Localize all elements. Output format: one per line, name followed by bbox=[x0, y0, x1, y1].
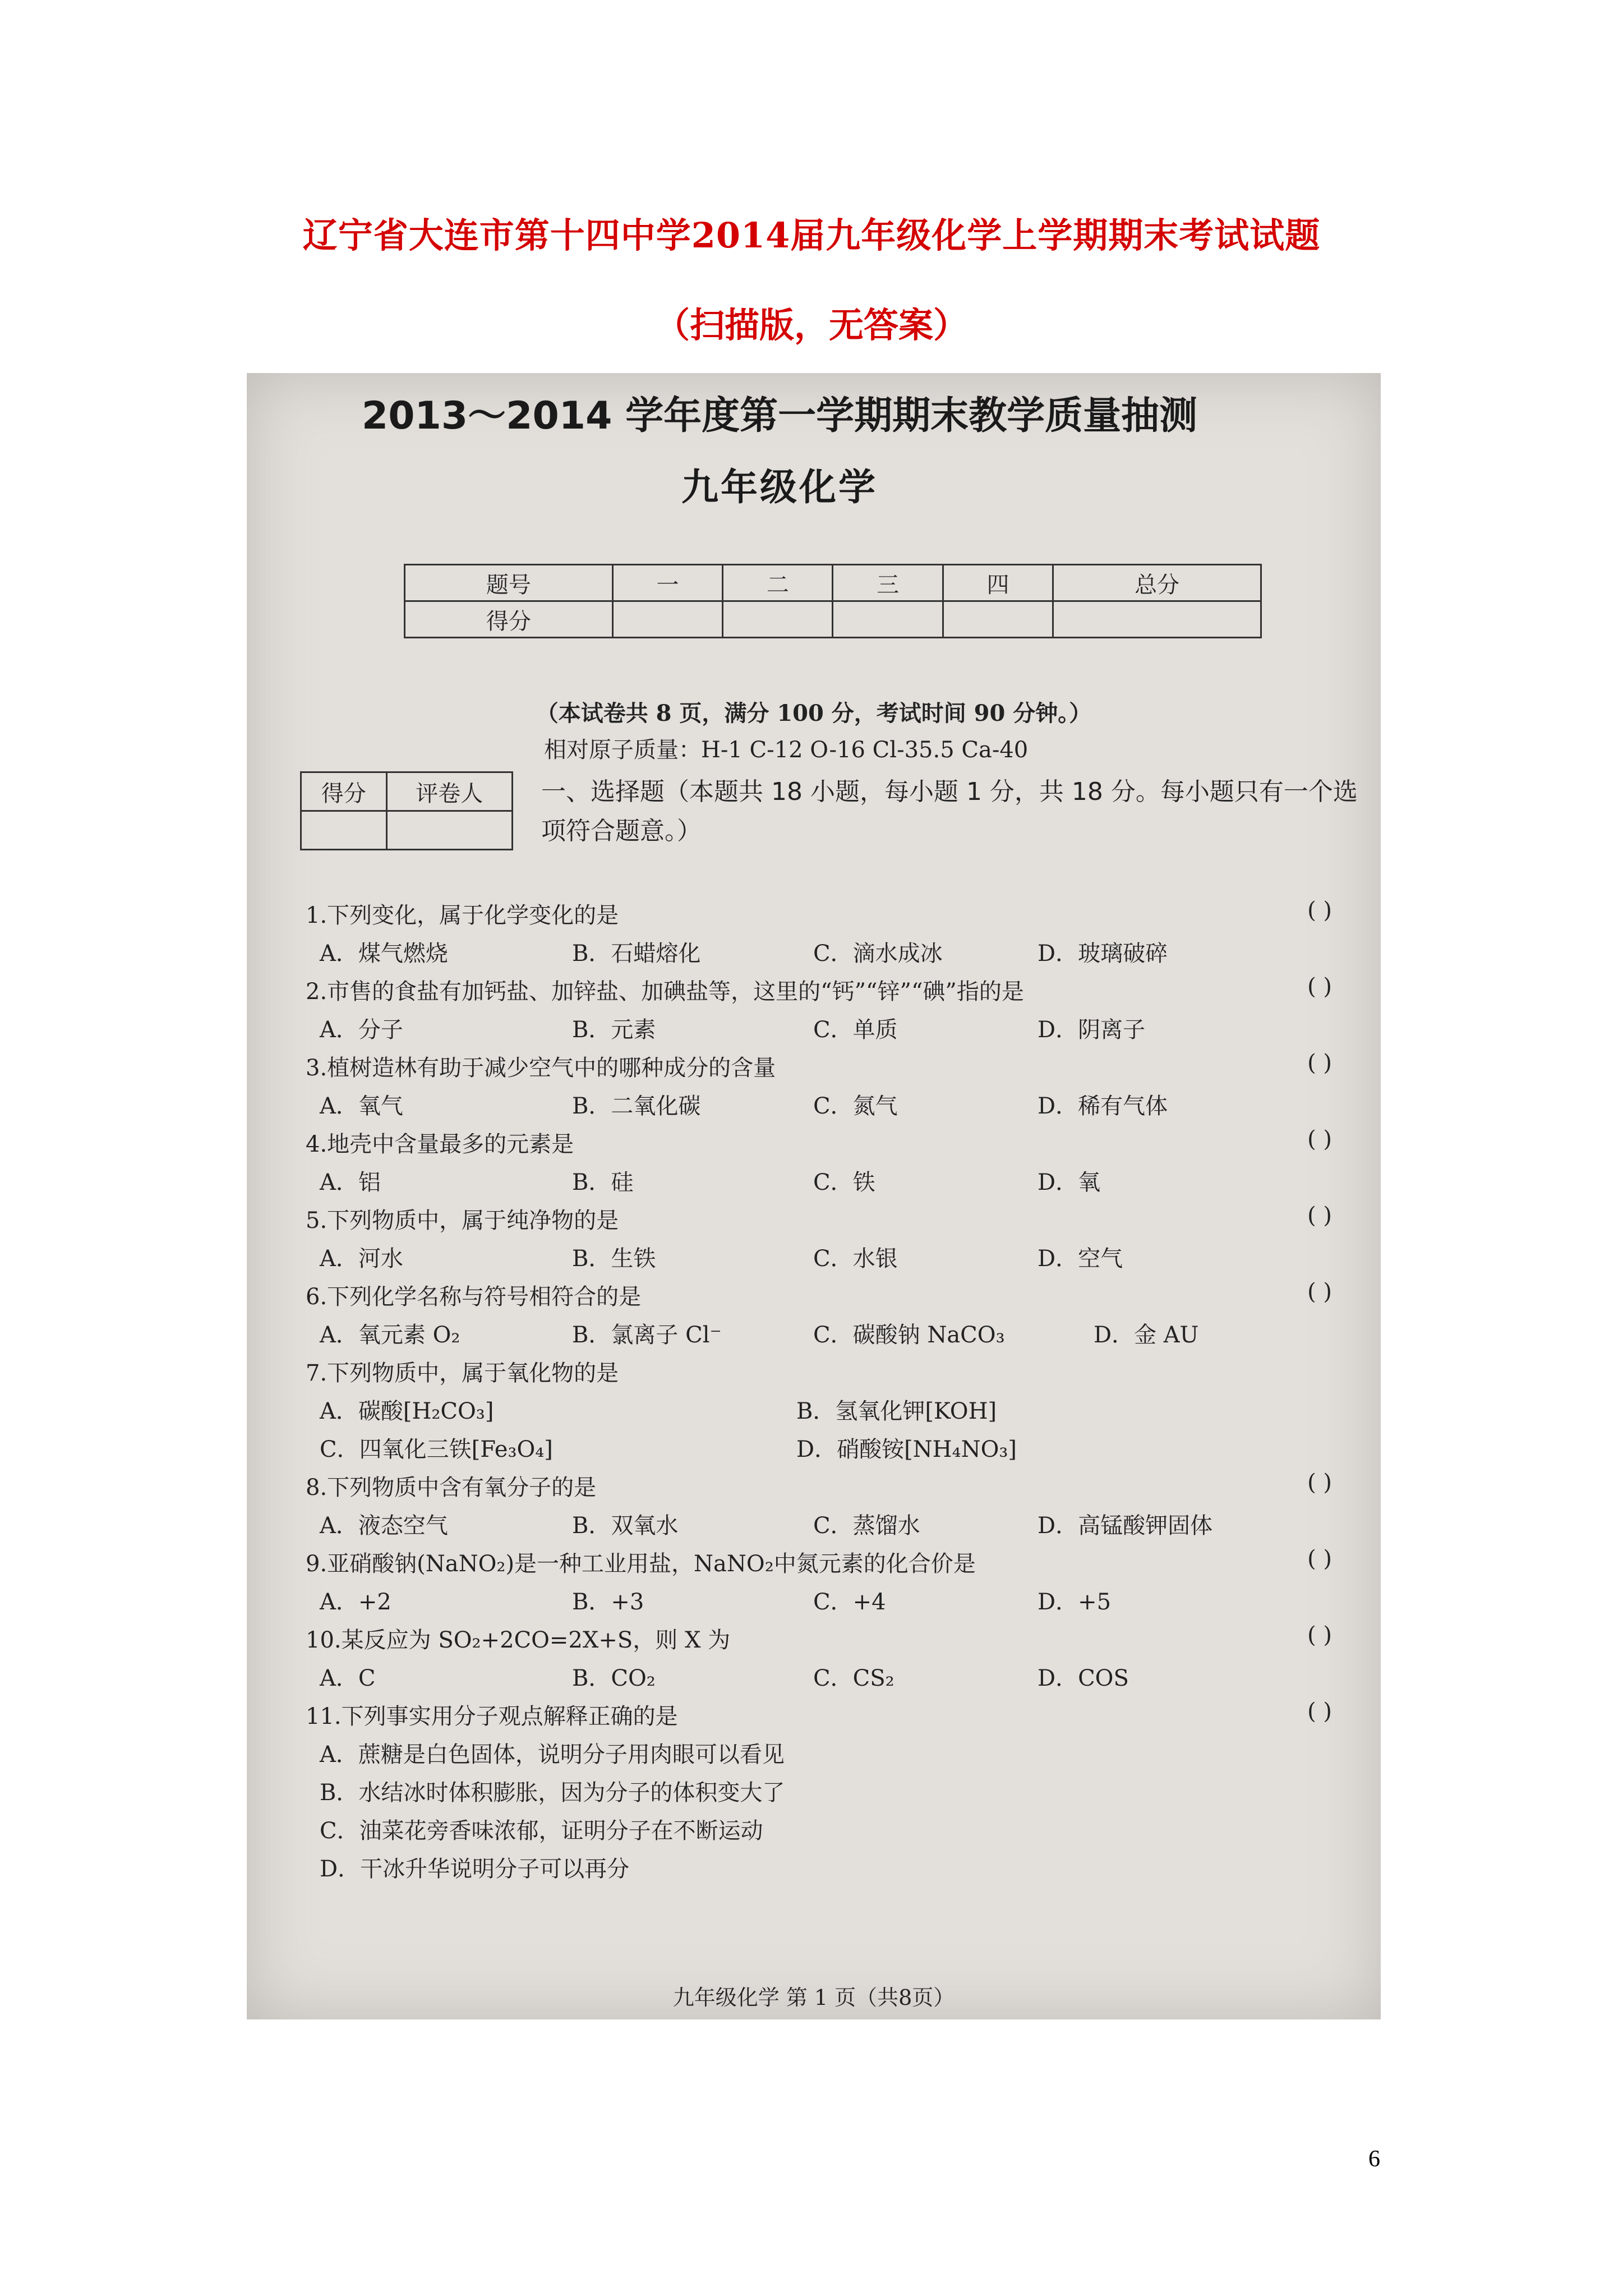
answer-parenthesis: ( ) bbox=[1307, 1470, 1332, 1496]
question-stem bbox=[306, 1470, 1332, 1506]
atomic-mass-info: 相对原子质量：H-1 C-12 O-16 Cl-35.5 Ca-40 bbox=[544, 737, 1029, 763]
option: C．铁 bbox=[813, 1170, 875, 1195]
grader-score-cell bbox=[301, 811, 387, 850]
option: A．煤气燃烧 bbox=[320, 941, 448, 967]
grader-score-label: 得分 bbox=[301, 772, 387, 811]
answer-parenthesis: ( ) bbox=[1307, 1126, 1332, 1152]
option: D．高锰酸钾固体 bbox=[1038, 1513, 1213, 1539]
option: D．金 AU bbox=[1094, 1322, 1199, 1348]
score-table-header-cell: 一 bbox=[612, 565, 722, 601]
score-table-header-cell: 二 bbox=[723, 565, 833, 601]
answer-parenthesis: ( ) bbox=[1307, 1699, 1332, 1724]
option: A．蔗糖是白色固体，说明分子用肉眼可以看见 bbox=[320, 1742, 785, 1768]
option: D．+5 bbox=[1038, 1589, 1112, 1615]
score-cell bbox=[723, 601, 833, 638]
option: C．水银 bbox=[813, 1246, 898, 1272]
score-cell bbox=[612, 601, 722, 638]
score-table-header-cell: 总分 bbox=[1053, 565, 1261, 601]
question-text: 2.市售的食盐有加钙盐、加锌盐、加碘盐等，这里的“钙”“锌”“碘”指的是 bbox=[306, 979, 1024, 1005]
option: B．氯离子 Cl⁻ bbox=[572, 1322, 722, 1348]
option: B．元素 bbox=[572, 1017, 656, 1043]
question-stem bbox=[306, 1622, 1332, 1658]
question-text: 11.下列事实用分子观点解释正确的是 bbox=[306, 1704, 678, 1729]
option: C．四氧化三铁[Fe₃O₄] bbox=[320, 1437, 553, 1462]
question-text: 8.下列物质中含有氧分子的是 bbox=[306, 1475, 597, 1501]
question-options bbox=[320, 1584, 1329, 1620]
question-stem bbox=[306, 898, 1332, 933]
answer-parenthesis: ( ) bbox=[1307, 1050, 1332, 1076]
score-table-header-cell: 题号 bbox=[405, 565, 613, 601]
question-text: 7.下列物质中，属于氧化物的是 bbox=[306, 1360, 619, 1386]
option: C．氮气 bbox=[813, 1093, 898, 1119]
section-title: 一、选择题（本题共 18 小题，每小题 1 分，共 18 分。每小题只有一个选项符合题意。） bbox=[541, 777, 1358, 845]
question-stem bbox=[306, 1050, 1332, 1086]
question-stem bbox=[306, 974, 1332, 1010]
score-table bbox=[404, 564, 1262, 638]
question-text: 1.下列变化，属于化学变化的是 bbox=[306, 903, 619, 928]
answer-parenthesis: ( ) bbox=[1307, 898, 1332, 923]
option: D．硝酸铵[NH₄NO₃] bbox=[796, 1437, 1017, 1462]
question-options bbox=[320, 1088, 1329, 1124]
question-stem bbox=[306, 1126, 1332, 1162]
option: D．空气 bbox=[1038, 1246, 1123, 1272]
question-options bbox=[320, 1012, 1329, 1048]
score-table-score-row bbox=[405, 601, 1261, 638]
answer-parenthesis: ( ) bbox=[1307, 1279, 1332, 1305]
option: C．+4 bbox=[813, 1589, 886, 1615]
question-text: 5.下列物质中，属于纯净物的是 bbox=[306, 1208, 619, 1234]
option: D．玻璃破碎 bbox=[1038, 941, 1168, 967]
option: A．C bbox=[320, 1665, 376, 1691]
option: B．生铁 bbox=[572, 1246, 656, 1272]
exam-info: （本试卷共 8 页，满分 100 分，考试时间 90 分钟。） bbox=[536, 700, 1092, 726]
option: A．河水 bbox=[320, 1246, 403, 1272]
question-options bbox=[320, 1317, 1329, 1353]
score-cell bbox=[943, 601, 1053, 638]
option: C．单质 bbox=[813, 1017, 898, 1043]
option: C．油菜花旁香味浓郁，证明分子在不断运动 bbox=[320, 1818, 763, 1844]
grader-name-cell bbox=[386, 811, 512, 850]
grader-table bbox=[300, 771, 513, 850]
score-table-header-row bbox=[405, 565, 1261, 601]
option: B．石蜡熔化 bbox=[572, 941, 701, 967]
option: B．双氧水 bbox=[572, 1513, 679, 1539]
scanned-exam-page bbox=[247, 373, 1381, 2019]
option: D．干冰升华说明分子可以再分 bbox=[320, 1856, 630, 1882]
question-options bbox=[320, 1393, 1329, 1429]
question-options bbox=[320, 1241, 1329, 1277]
answer-parenthesis: ( ) bbox=[1307, 974, 1332, 1000]
option: D．氧 bbox=[1038, 1170, 1101, 1195]
option: B．水结冰时体积膨胀，因为分子的体积变大了 bbox=[320, 1780, 785, 1806]
option: A．液态空气 bbox=[320, 1513, 448, 1539]
question-options bbox=[320, 1432, 1329, 1467]
question-options bbox=[320, 1508, 1329, 1544]
exam-page-footer: 九年级化学 第 1 页（共8页） bbox=[672, 1985, 955, 2010]
answer-parenthesis: ( ) bbox=[1307, 1203, 1332, 1228]
question-text: 4.地壳中含量最多的元素是 bbox=[306, 1131, 574, 1157]
question-stem bbox=[306, 1355, 1332, 1391]
option: B．二氧化碳 bbox=[572, 1093, 701, 1119]
option: C．碳酸钠 NaCO₃ bbox=[813, 1322, 1005, 1348]
score-cell bbox=[833, 601, 943, 638]
grader-label: 评卷人 bbox=[386, 772, 512, 811]
page-number: 6 bbox=[1368, 2146, 1380, 2172]
option: B．氢氧化钾[KOH] bbox=[796, 1398, 997, 1424]
document-subtitle: （扫描版，无答案） bbox=[654, 305, 968, 346]
question-options bbox=[320, 1660, 1329, 1696]
question-stem bbox=[306, 1546, 1332, 1582]
option: A．氧气 bbox=[320, 1093, 403, 1119]
option: A．氧元素 O₂ bbox=[320, 1322, 460, 1348]
question-text: 3.植树造林有助于减少空气中的哪种成分的含量 bbox=[306, 1055, 776, 1081]
option: D．COS bbox=[1038, 1665, 1129, 1691]
score-table-header-cell: 三 bbox=[833, 565, 943, 601]
option: A．+2 bbox=[320, 1589, 391, 1615]
option: D．阴离子 bbox=[1038, 1017, 1146, 1043]
answer-parenthesis: ( ) bbox=[1307, 1622, 1332, 1648]
option: C．滴水成冰 bbox=[813, 941, 943, 967]
option: B．硅 bbox=[572, 1170, 634, 1195]
question-text: 10.某反应为 SO₂+2CO=2X+S，则 X 为 bbox=[306, 1627, 731, 1653]
option: A．分子 bbox=[320, 1017, 403, 1043]
question-text: 9.亚硝酸钠(NaNO₂)是一种工业用盐，NaNO₂中氮元素的化合价是 bbox=[306, 1551, 976, 1577]
score-table-row-label: 得分 bbox=[405, 601, 613, 638]
option: C．蒸馏水 bbox=[813, 1513, 920, 1539]
score-cell bbox=[1053, 601, 1261, 638]
question-options bbox=[320, 936, 1329, 972]
question-text: 6.下列化学名称与符号相符合的是 bbox=[306, 1284, 642, 1310]
option: A．碳酸[H₂CO₃] bbox=[320, 1398, 494, 1424]
document-title: 辽宁省大连市第十四中学2014届九年级化学上学期期末考试试题 bbox=[302, 215, 1321, 256]
option: A．铝 bbox=[320, 1170, 381, 1195]
question-stem bbox=[306, 1203, 1332, 1239]
option: C．CS₂ bbox=[813, 1665, 895, 1691]
option: B．CO₂ bbox=[572, 1665, 656, 1691]
score-table-header-cell: 四 bbox=[943, 565, 1053, 601]
question-stem bbox=[306, 1699, 1332, 1734]
exam-heading: 2013～2014 学年度第一学期期末教学质量抽测 bbox=[361, 394, 1198, 438]
answer-parenthesis: ( ) bbox=[1307, 1546, 1332, 1572]
exam-subject: 九年级化学 bbox=[681, 466, 878, 509]
question-stem bbox=[306, 1279, 1332, 1315]
option: B．+3 bbox=[572, 1589, 644, 1615]
option: D．稀有气体 bbox=[1038, 1093, 1168, 1119]
question-options bbox=[320, 1165, 1329, 1200]
